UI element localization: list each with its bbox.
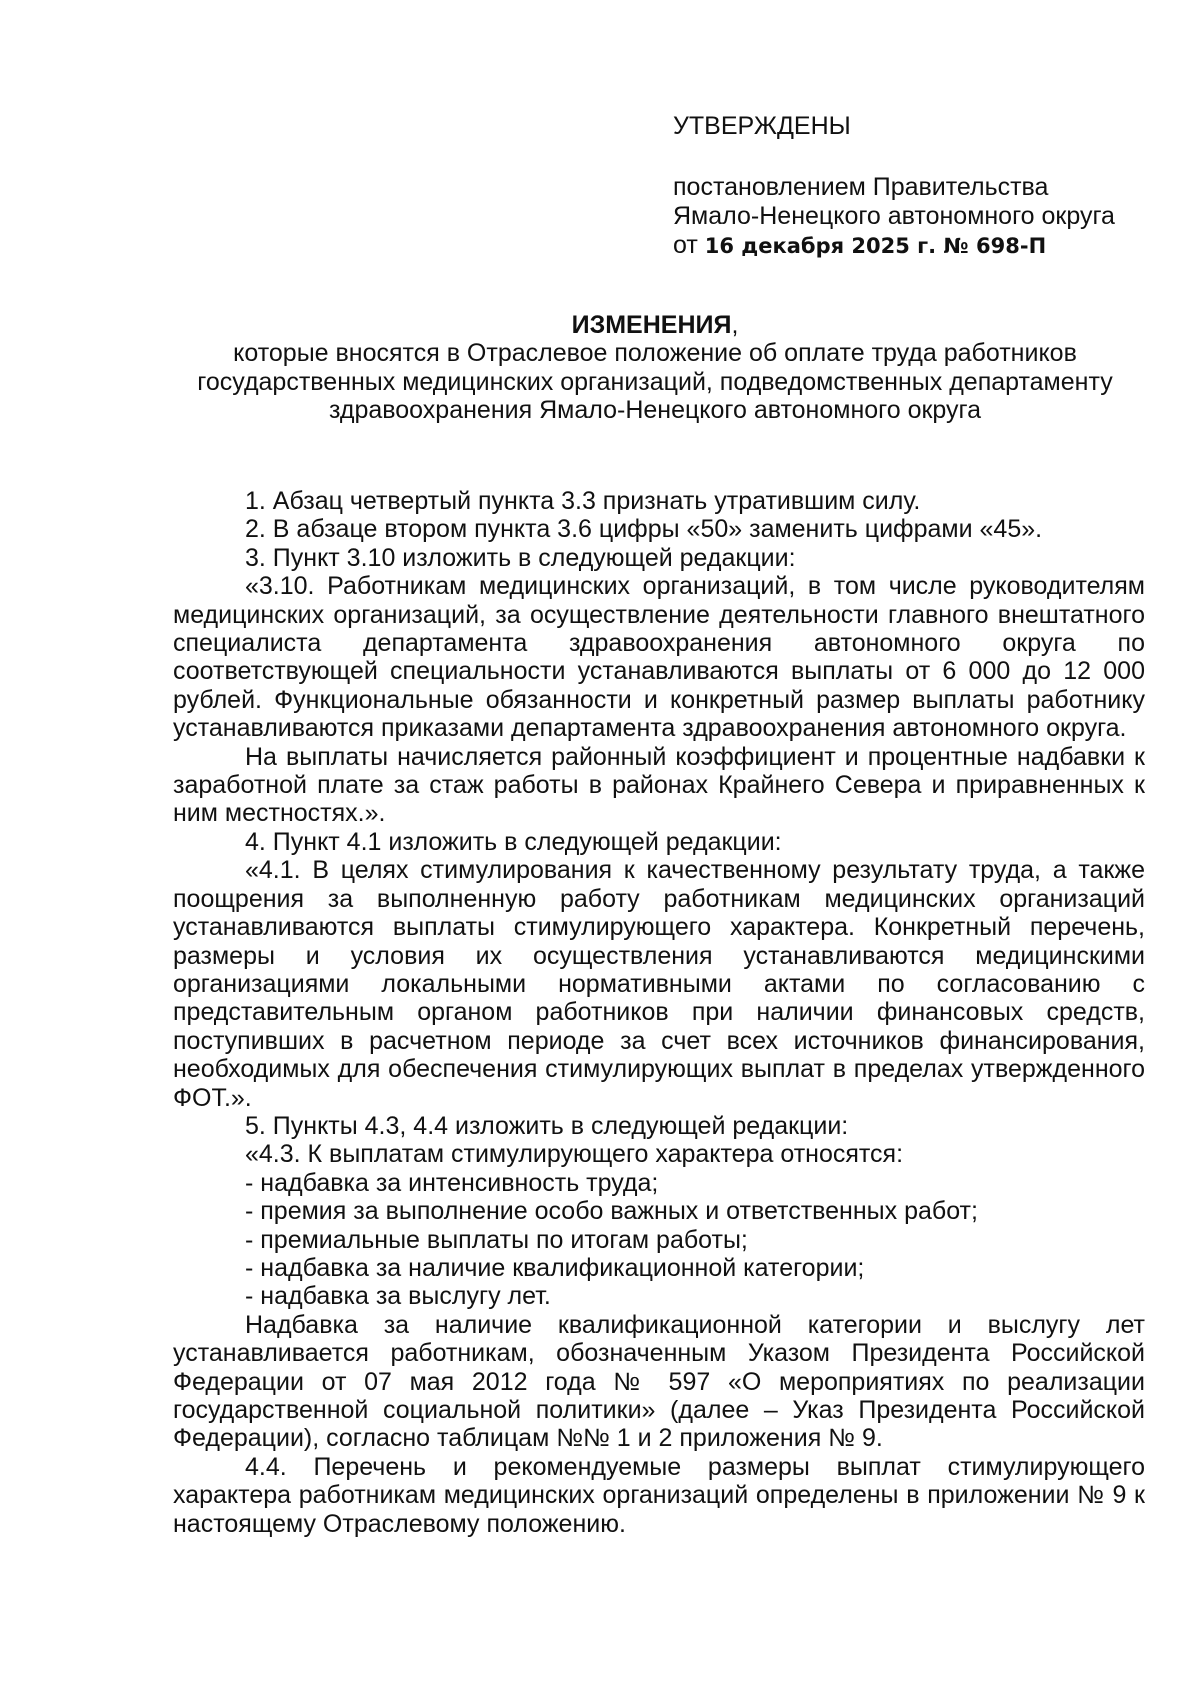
paragraph: Надбавка за наличие квалификационной категории и выслугу лет устанавливается работникам, обозначенным Указом Президента Российской Федерации от 07 мая 2012 года № 597 «О мероприятиях по реализации государственной социальной политики» (далее – Указ Президента Российской Федерации), согласно таблицам №№ 1 и 2 приложения № 9. [173, 1310, 1145, 1453]
list-item: - надбавка за интенсивность труда; [245, 1168, 659, 1197]
paragraph: 5. Пункты 4.3, 4.4 изложить в следующей редакции: [245, 1111, 849, 1140]
paragraph: 1. Абзац четвертый пункта 3.3 признать утратившим силу. [245, 487, 921, 515]
approval-date-value: 16 декабря 2025 г. № 698-П [704, 234, 1047, 258]
document-subtitle-line-2: государственных медицинских организаций, подведомственных департаменту [197, 367, 1113, 396]
document-title-word: ИЗМЕНЕНИЯ [571, 311, 732, 339]
paragraph: 3. Пункт 3.10 изложить в следующей редакции: [245, 543, 796, 572]
paragraph: «4.3. К выплатам стимулирующего характера относятся: [245, 1140, 904, 1169]
approval-date-prefix: от [673, 231, 698, 259]
paragraph: 4. Пункт 4.1 изложить в следующей редакции: [245, 827, 782, 856]
list-item: - надбавка за выслугу лет. [245, 1282, 551, 1311]
document-title-block [165, 311, 1145, 424]
list-item: - премия за выполнение особо важных и ответственных работ; [245, 1197, 978, 1226]
approval-line-2: Ямало-Ненецкого автономного округа [673, 202, 1115, 230]
paragraph: 4.4. Перечень и рекомендуемые размеры выплат стимулирующего характера работникам медицинских организаций определены в приложении № 9 к настоящему Отраслевому положению. [173, 1452, 1145, 1538]
paragraph: «3.10. Работникам медицинских организаций, в том числе руководителям медицинских организаций, за осуществление деятельности главного внештатного специалиста департамента здравоохранения автономного округа по соответствующей специальности устанавливаются выплаты от 6 000 до 12 000 рублей. Функциональные обязанности и конкретный размер выплаты работнику устанавливаются приказами департамента здравоохранения автономного округа. [173, 572, 1145, 743]
document-subtitle-line-3: здравоохранения Ямало-Ненецкого автономного округа [328, 395, 982, 424]
paragraph: На выплаты начисляется районный коэффициент и процентные надбавки к заработной плате за стаж работы в районах Крайнего Севера и приравненных к ним местностях.». [173, 742, 1145, 828]
list-item: - премиальные выплаты по итогам работы; [245, 1225, 748, 1254]
approval-line-1: постановлением Правительства [673, 173, 1049, 201]
approval-block [673, 112, 1153, 261]
approval-date-line [673, 231, 1153, 261]
approval-heading: УТВЕРЖДЕНЫ [673, 112, 851, 140]
document-title-suffix: , [731, 311, 739, 339]
document-subtitle-line-1: которые вносятся в Отраслевое положение об оплате труда работников [233, 339, 1077, 368]
document-title [165, 311, 1145, 339]
paragraph: «4.1. В целях стимулирования к качественному результату труда, а также поощрения за выполненную работу работникам медицинских организаций устанавливаются выплаты стимулирующего характера. Конкретный перечень, размеры и условия их осуществления устанавливаются медицинскими организациями локальными нормативными актами по согласованию с представительным органом работников при наличии финансовых средств, поступивших в расчетном периоде за счет всех источников финансирования, необходимых для обеспечения стимулирующих выплат в пределах утвержденного ФОТ.». [173, 856, 1145, 1112]
list-item: - надбавка за наличие квалификационной категории; [245, 1253, 865, 1282]
document-body [173, 487, 1145, 1538]
paragraph: 2. В абзаце втором пункта 3.6 цифры «50» заменить цифрами «45». [245, 515, 1043, 544]
